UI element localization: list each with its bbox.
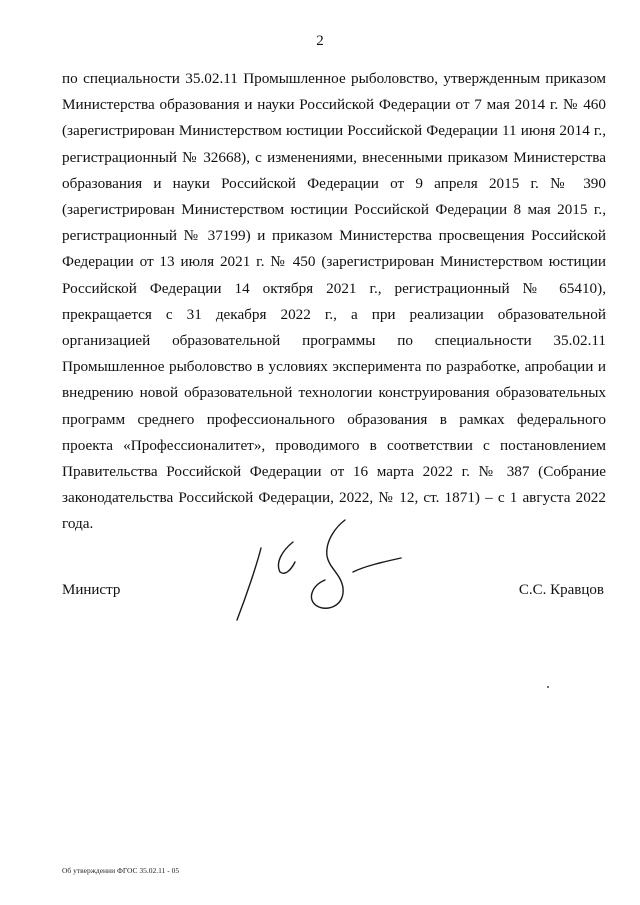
signature-block	[62, 582, 604, 602]
footer-document-reference: Об утверждении ФГОС 35.02.11 - 05	[62, 866, 180, 875]
signer-title: Министр	[62, 582, 121, 598]
page-number: 2	[316, 33, 324, 49]
handwritten-signature	[225, 512, 405, 630]
scan-speck	[547, 686, 549, 688]
signer-name: С.С. Кравцов	[518, 582, 604, 598]
body-paragraph: по специальности 35.02.11 Промышленное рыболовство, утвержденным приказом Министерства образования и науки Российской Федерации от 7 мая 2014 г. № 460 (зарегистрирован Министерством юстиции Российской Федерации 11 июня 2014 г., регистрационный № 32668), с изменениями, внесенными приказом Министерства образования и науки Российской Федерации от 9 апреля 2015 г. № 390 (зарегистрирован Министерством юстиции Российской Федерации 8 мая 2015 г., регистрационный № 37199) и приказом Министерства просвещения Российской Федерации от 13 июля 2021 г. № 450 (зарегистрирован Министерством юстиции Российской Федерации 14 октября 2021 г., регистрационный № 65410), прекращается с 31 декабря 2022 г., а при реализации образовательной организацией образовательной программы по специальности 35.02.11 Промышленное рыболовство в условиях эксперимента по разработке, апробации и внедрению новой образовательной технологии конструирования образовательных программ среднего профессионального образования в рамках федерального проекта «Профессионалитет», проводимого в соответствии с постановлением Правительства Российской Федерации от 16 марта 2022 г. № 387 (Собрание законодательства Российской Федерации, 2022, № 12, ст. 1871) – с 1 августа 2022 года.	[62, 70, 606, 533]
